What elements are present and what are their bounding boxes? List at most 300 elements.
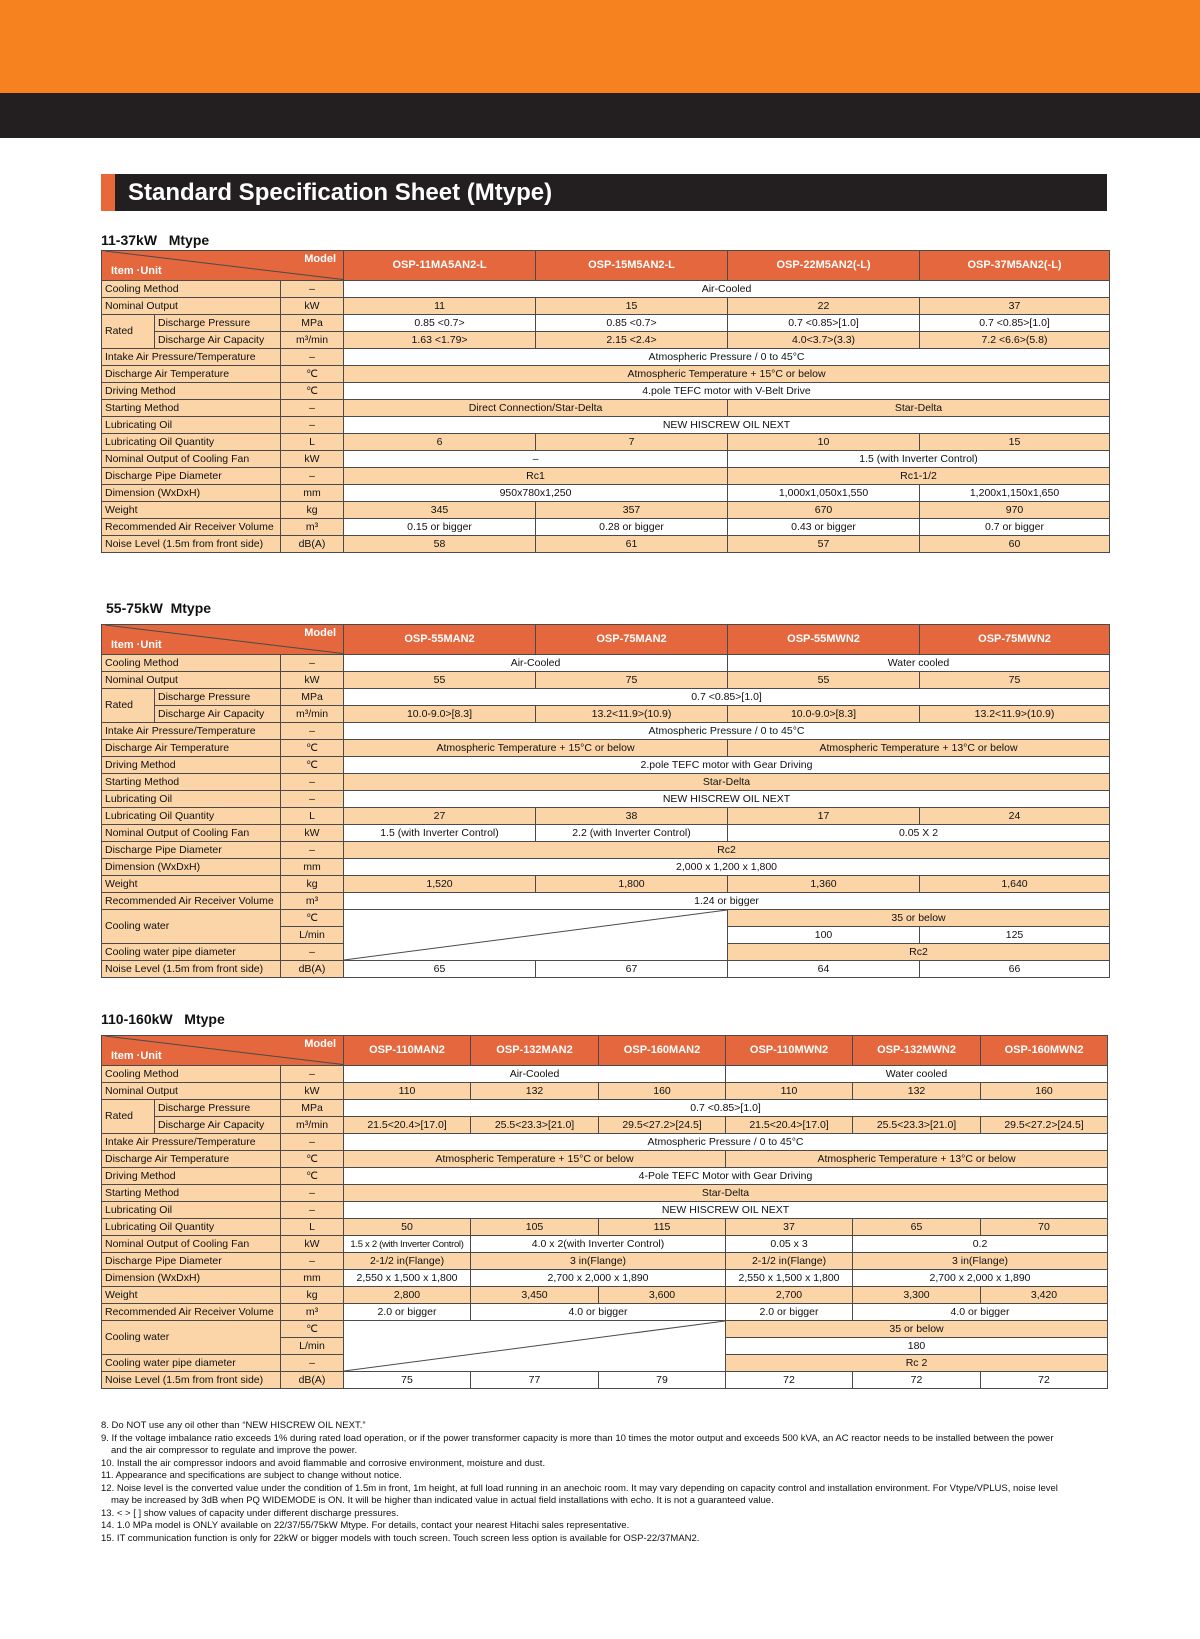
model-header-cell: OSP-160MWN2 — [981, 1036, 1108, 1066]
row-unit: kW — [281, 672, 344, 689]
row-label: Discharge Air Temperature — [102, 1151, 281, 1168]
value-cell: 22 — [728, 298, 920, 315]
spec-row-nominal-output — [102, 298, 1110, 315]
row-unit: – — [281, 842, 344, 859]
footnote-continuation: may be increased by 3dB when PQ WIDEMODE is ON. It will be higher than indicated value in actual field installations with echo. It is not a guaranteed value. — [111, 1495, 774, 1506]
spec-row-cooling-fan-output — [102, 825, 1110, 842]
row-label: Starting Method — [102, 774, 281, 791]
row-label: Cooling water pipe diameter — [102, 944, 281, 961]
row-label: Lubricating Oil — [102, 1202, 281, 1219]
model-header-cell: OSP-37M5AN2(-L) — [920, 251, 1110, 281]
row-label: Starting Method — [102, 1185, 281, 1202]
value-cell: 50 — [344, 1219, 471, 1236]
row-unit: MPa — [281, 315, 344, 332]
value-cell: 3 in(Flange) — [853, 1253, 1108, 1270]
spec-row-cooling-water-temp — [102, 910, 1110, 927]
value-cell: NEW HISCREW OIL NEXT — [344, 417, 1110, 434]
value-cell: 6 — [344, 434, 536, 451]
value-cell: Air-Cooled — [344, 1066, 726, 1083]
value-cell: 2,550 x 1,500 x 1,800 — [344, 1270, 471, 1287]
value-cell: 58 — [344, 536, 536, 553]
value-cell: Star-Delta — [728, 400, 1110, 417]
value-cell: 345 — [344, 502, 536, 519]
row-label: Dimension (WxDxH) — [102, 859, 281, 876]
value-cell: Rc1-1/2 — [728, 468, 1110, 485]
row-unit: ℃ — [281, 740, 344, 757]
value-cell: 4-Pole TEFC Motor with Gear Driving — [344, 1168, 1108, 1185]
spec-row-air-receiver-volume — [102, 893, 1110, 910]
model-header-cell: OSP-160MAN2 — [599, 1036, 726, 1066]
row-label: Lubricating Oil Quantity — [102, 1219, 281, 1236]
row-unit: L/min — [281, 927, 344, 944]
row-unit: kg — [281, 1287, 344, 1304]
spec-row-discharge-air-temperature — [102, 366, 1110, 383]
row-label: Noise Level (1.5m from front side) — [102, 961, 281, 978]
footnotes — [101, 1420, 1111, 1545]
not-applicable-cell — [344, 910, 728, 961]
row-label: Discharge Air Temperature — [102, 740, 281, 757]
row-label: Intake Air Pressure/Temperature — [102, 349, 281, 366]
value-cell: Atmospheric Temperature + 13°C or below — [728, 740, 1110, 757]
value-cell: 2-1/2 in(Flange) — [344, 1253, 471, 1270]
row-unit: mm — [281, 485, 344, 502]
value-cell: 160 — [599, 1083, 726, 1100]
row-unit: m³ — [281, 1304, 344, 1321]
spec-row-dimension — [102, 485, 1110, 502]
value-cell: 0.05 X 2 — [728, 825, 1110, 842]
row-unit: – — [281, 281, 344, 298]
row-unit: – — [281, 417, 344, 434]
row-unit: dB(A) — [281, 536, 344, 553]
model-header: Model — [304, 253, 337, 265]
footnote: 10. Install the air compressor indoors and avoid flammable and corrosive environment, moisture and dust. — [101, 1457, 546, 1469]
value-cell: 24 — [920, 808, 1110, 825]
row-unit: ℃ — [281, 1321, 344, 1338]
spec-row-intake-air — [102, 723, 1110, 740]
footnote: 11. Appearance and specifications are subject to change without notice. — [101, 1470, 402, 1481]
row-unit: dB(A) — [281, 961, 344, 978]
value-cell: 0.7 <0.85>[1.0] — [728, 315, 920, 332]
model-header-cell: OSP-75MAN2 — [536, 625, 728, 655]
spec-row-intake-air — [102, 349, 1110, 366]
row-label: Lubricating Oil — [102, 417, 281, 434]
row-unit: – — [281, 774, 344, 791]
row-unit: kW — [281, 1083, 344, 1100]
row-label: Nominal Output — [102, 298, 281, 315]
value-cell: 25.5<23.3>[21.0] — [471, 1117, 599, 1134]
spec-row-nominal-output — [102, 1083, 1108, 1100]
row-unit: – — [281, 1253, 344, 1270]
value-cell: 61 — [536, 536, 728, 553]
spec-table-110-160kw — [101, 1035, 1108, 1389]
value-cell: 75 — [920, 672, 1110, 689]
value-cell: 72 — [981, 1372, 1108, 1389]
spec-row-discharge-air-capacity — [102, 1117, 1108, 1134]
value-cell: 10 — [728, 434, 920, 451]
section-title-55-75kw: 55-75kW Mtype — [106, 600, 212, 616]
footnote: 15. IT communication function is only for 22kW or bigger models with touch screen. Touch screen less option is available for OSP-22/37MAN2. — [101, 1532, 700, 1544]
value-cell: NEW HISCREW OIL NEXT — [344, 791, 1110, 808]
spec-table-11-37kw — [101, 250, 1110, 553]
value-cell: 0.28 or bigger — [536, 519, 728, 536]
model-header: Model — [304, 1038, 337, 1050]
footnote: 14. 1.0 MPa model is ONLY available on 22/37/55/75kW Mtype. For details, contact your nearest Hitachi sales representative. — [101, 1520, 630, 1531]
item-unit-header: Item ·Unit — [111, 1050, 162, 1062]
value-cell: 38 — [536, 808, 728, 825]
spec-row-lubricating-oil — [102, 417, 1110, 434]
value-cell: 2,550 x 1,500 x 1,800 — [726, 1270, 853, 1287]
value-cell: Atmospheric Pressure / 0 to 45°C — [344, 723, 1110, 740]
spec-row-cooling-method — [102, 1066, 1108, 1083]
row-label: Nominal Output of Cooling Fan — [102, 825, 281, 842]
value-cell: 11 — [344, 298, 536, 315]
value-cell: 180 — [726, 1338, 1108, 1355]
top-dark-band — [0, 93, 1200, 138]
value-cell: 100 — [728, 927, 920, 944]
value-cell: 357 — [536, 502, 728, 519]
footnote-continuation: and the air compressor to regulate and improve the power. — [111, 1445, 358, 1456]
row-unit: ℃ — [281, 366, 344, 383]
row-unit: – — [281, 655, 344, 672]
row-label: Weight — [102, 876, 281, 893]
value-cell: 2.15 <2.4> — [536, 332, 728, 349]
spec-row-cooling-water-temp — [102, 1321, 1108, 1338]
row-label: Lubricating Oil — [102, 791, 281, 808]
row-unit: – — [281, 1185, 344, 1202]
row-label: Discharge Pipe Diameter — [102, 468, 281, 485]
value-cell: 2.2 (with Inverter Control) — [536, 825, 728, 842]
row-sublabel: Discharge Air Capacity — [155, 1117, 281, 1134]
value-cell: 0.15 or bigger — [344, 519, 536, 536]
row-label: Cooling water — [102, 1321, 281, 1355]
spec-row-dimension — [102, 1270, 1108, 1287]
model-header-cell: OSP-15M5AN2-L — [536, 251, 728, 281]
value-cell: 1.5 (with Inverter Control) — [728, 451, 1110, 468]
value-cell: 3 in(Flange) — [471, 1253, 726, 1270]
row-unit: m³/min — [281, 332, 344, 349]
row-label: Weight — [102, 502, 281, 519]
row-unit: MPa — [281, 689, 344, 706]
row-label: Cooling Method — [102, 281, 281, 298]
row-label: Weight — [102, 1287, 281, 1304]
value-cell: 1,360 — [728, 876, 920, 893]
row-label: Cooling water pipe diameter — [102, 1355, 281, 1372]
value-cell: 1.24 or bigger — [344, 893, 1110, 910]
model-header-cell: OSP-55MAN2 — [344, 625, 536, 655]
row-sublabel: Discharge Pressure — [155, 315, 281, 332]
spec-row-driving-method — [102, 1168, 1108, 1185]
spec-row-weight — [102, 876, 1110, 893]
value-cell: 2,700 x 2,000 x 1,890 — [471, 1270, 726, 1287]
value-cell: 2,000 x 1,200 x 1,800 — [344, 859, 1110, 876]
row-sublabel: Discharge Air Capacity — [155, 332, 281, 349]
spec-row-dimension — [102, 859, 1110, 876]
row-unit: kg — [281, 876, 344, 893]
value-cell: Rc 2 — [726, 1355, 1108, 1372]
value-cell: 0.7 <0.85>[1.0] — [344, 1100, 1108, 1117]
row-sublabel: Discharge Pressure — [155, 689, 281, 706]
value-cell: 0.43 or bigger — [728, 519, 920, 536]
value-cell: 4.0 or bigger — [471, 1304, 726, 1321]
value-cell: 1.63 <1.79> — [344, 332, 536, 349]
value-cell: 2,800 — [344, 1287, 471, 1304]
row-unit: L/min — [281, 1338, 344, 1355]
value-cell: 2.0 or bigger — [344, 1304, 471, 1321]
row-unit: L — [281, 808, 344, 825]
section-title-110-160kw: 110-160kW Mtype — [101, 1011, 225, 1027]
footnote: 8. Do NOT use any oil other than “NEW HISCREW OIL NEXT.” — [101, 1420, 366, 1431]
spec-row-discharge-pressure — [102, 1100, 1108, 1117]
value-cell: 1,800 — [536, 876, 728, 893]
row-label: Noise Level (1.5m from front side) — [102, 1372, 281, 1389]
spec-row-discharge-pipe-diameter — [102, 1253, 1108, 1270]
value-cell: 3,450 — [471, 1287, 599, 1304]
value-cell: 160 — [981, 1083, 1108, 1100]
row-label: Intake Air Pressure/Temperature — [102, 1134, 281, 1151]
value-cell: 3,600 — [599, 1287, 726, 1304]
value-cell: 4.0 x 2(with Inverter Control) — [471, 1236, 726, 1253]
value-cell: 55 — [344, 672, 536, 689]
value-cell: 21.5<20.4>[17.0] — [726, 1117, 853, 1134]
model-header-cell: OSP-110MWN2 — [726, 1036, 853, 1066]
spec-row-cooling-fan-output — [102, 451, 1110, 468]
value-cell: Atmospheric Temperature + 15°C or below — [344, 740, 728, 757]
value-cell: 13.2<11.9>(10.9) — [920, 706, 1110, 723]
value-cell: 75 — [344, 1372, 471, 1389]
value-cell: 0.7 <0.85>[1.0] — [920, 315, 1110, 332]
spec-row-cooling-method — [102, 655, 1110, 672]
value-cell: 17 — [728, 808, 920, 825]
value-cell: 105 — [471, 1219, 599, 1236]
value-cell: 72 — [853, 1372, 981, 1389]
value-cell: Water cooled — [726, 1066, 1108, 1083]
row-label: Recommended Air Receiver Volume — [102, 1304, 281, 1321]
row-label: Recommended Air Receiver Volume — [102, 519, 281, 536]
footnote: 9. If the voltage imbalance ratio exceeds 1% during rated load operation, or if the power transformer capacity is more than 10 times the motor output and exceeds 500 kVA, an AC reactor needs to be installed between the power — [101, 1432, 1054, 1444]
spec-row-lubricating-oil — [102, 791, 1110, 808]
spec-row-starting-method — [102, 400, 1110, 417]
value-cell: 79 — [599, 1372, 726, 1389]
row-label: Nominal Output of Cooling Fan — [102, 451, 281, 468]
row-label: Dimension (WxDxH) — [102, 485, 281, 502]
spec-row-nominal-output — [102, 672, 1110, 689]
value-cell: 10.0-9.0>[8.3] — [344, 706, 536, 723]
value-cell: 7 — [536, 434, 728, 451]
row-unit: m³/min — [281, 1117, 344, 1134]
spec-row-lubricating-oil — [102, 1202, 1108, 1219]
row-unit: – — [281, 723, 344, 740]
spec-row-starting-method — [102, 1185, 1108, 1202]
value-cell: 13.2<11.9>(10.9) — [536, 706, 728, 723]
row-label: Discharge Air Temperature — [102, 366, 281, 383]
model-header-cell: OSP-132MAN2 — [471, 1036, 599, 1066]
row-label: Nominal Output of Cooling Fan — [102, 1236, 281, 1253]
spec-row-noise-level — [102, 1372, 1108, 1389]
value-cell: 15 — [920, 434, 1110, 451]
section-title-11-37kw: 11-37kW Mtype — [101, 232, 210, 248]
item-unit-model-corner — [102, 1036, 344, 1066]
value-cell: 65 — [853, 1219, 981, 1236]
title-accent — [101, 174, 115, 211]
spec-row-discharge-pipe-diameter — [102, 468, 1110, 485]
value-cell: 0.7 or bigger — [920, 519, 1110, 536]
spec-row-discharge-air-capacity — [102, 706, 1110, 723]
value-cell: 1,520 — [344, 876, 536, 893]
value-cell: 72 — [726, 1372, 853, 1389]
not-applicable-cell — [344, 1321, 726, 1372]
row-unit: kW — [281, 451, 344, 468]
footnote: 13. < > [ ] show values of capacity under different discharge pressures. — [101, 1507, 399, 1519]
value-cell: 0.85 <0.7> — [344, 315, 536, 332]
value-cell: 37 — [920, 298, 1110, 315]
value-cell: 1,200x1,150x1,650 — [920, 485, 1110, 502]
row-label: Nominal Output — [102, 1083, 281, 1100]
value-cell: 4.pole TEFC motor with V-Belt Drive — [344, 383, 1110, 400]
value-cell: 125 — [920, 927, 1110, 944]
spec-table-55-75kw — [101, 624, 1110, 978]
value-cell: 70 — [981, 1219, 1108, 1236]
value-cell: 21.5<20.4>[17.0] — [344, 1117, 471, 1134]
row-unit: m³ — [281, 893, 344, 910]
value-cell: Direct Connection/Star-Delta — [344, 400, 728, 417]
row-unit: m³ — [281, 519, 344, 536]
row-label: Dimension (WxDxH) — [102, 1270, 281, 1287]
value-cell: 0.2 — [853, 1236, 1108, 1253]
spec-row-starting-method — [102, 774, 1110, 791]
value-cell: Star-Delta — [344, 774, 1110, 791]
value-cell: 0.85 <0.7> — [536, 315, 728, 332]
value-cell: 115 — [599, 1219, 726, 1236]
value-cell: 1.5 x 2 (with Inverter Control) — [344, 1236, 471, 1253]
value-cell: 29.5<27.2>[24.5] — [599, 1117, 726, 1134]
row-unit: – — [281, 791, 344, 808]
rated-label: Rated — [102, 1100, 155, 1134]
row-label: Cooling Method — [102, 1066, 281, 1083]
row-unit: L — [281, 434, 344, 451]
value-cell: Water cooled — [728, 655, 1110, 672]
value-cell: 132 — [471, 1083, 599, 1100]
value-cell: Atmospheric Temperature + 15°C or below — [344, 1151, 726, 1168]
model-header: Model — [304, 627, 337, 639]
row-unit: – — [281, 400, 344, 417]
spec-row-cooling-method — [102, 281, 1110, 298]
value-cell: Atmospheric Temperature + 15°C or below — [344, 366, 1110, 383]
row-unit: MPa — [281, 1100, 344, 1117]
row-label: Nominal Output — [102, 672, 281, 689]
row-unit: ℃ — [281, 1168, 344, 1185]
row-label: Lubricating Oil Quantity — [102, 808, 281, 825]
value-cell: 37 — [726, 1219, 853, 1236]
spec-row-discharge-air-capacity — [102, 332, 1110, 349]
row-unit: – — [281, 1066, 344, 1083]
value-cell: 10.0-9.0>[8.3] — [728, 706, 920, 723]
value-cell: – — [344, 451, 728, 468]
value-cell: Rc1 — [344, 468, 728, 485]
row-unit: ℃ — [281, 383, 344, 400]
value-cell: 29.5<27.2>[24.5] — [981, 1117, 1108, 1134]
row-label: Driving Method — [102, 1168, 281, 1185]
row-unit: mm — [281, 859, 344, 876]
value-cell: 2-1/2 in(Flange) — [726, 1253, 853, 1270]
spec-row-discharge-pipe-diameter — [102, 842, 1110, 859]
model-header-cell: OSP-11MA5AN2-L — [344, 251, 536, 281]
spec-row-discharge-air-temperature — [102, 740, 1110, 757]
value-cell: 75 — [536, 672, 728, 689]
value-cell: 1,000x1,050x1,550 — [728, 485, 920, 502]
row-label: Noise Level (1.5m from front side) — [102, 536, 281, 553]
model-header-cell: OSP-22M5AN2(-L) — [728, 251, 920, 281]
value-cell: 2.pole TEFC motor with Gear Driving — [344, 757, 1110, 774]
rated-label: Rated — [102, 315, 155, 349]
spec-row-noise-level — [102, 961, 1110, 978]
value-cell: 67 — [536, 961, 728, 978]
value-cell: 132 — [853, 1083, 981, 1100]
spec-row-lubricating-oil-quantity — [102, 808, 1110, 825]
row-unit: ℃ — [281, 757, 344, 774]
value-cell: 2,700 — [726, 1287, 853, 1304]
value-cell: 1.5 (with Inverter Control) — [344, 825, 536, 842]
value-cell: 2.0 or bigger — [726, 1304, 853, 1321]
spec-row-driving-method — [102, 383, 1110, 400]
row-unit: kg — [281, 502, 344, 519]
spec-row-cooling-fan-output — [102, 1236, 1108, 1253]
item-unit-model-corner — [102, 251, 344, 281]
row-label: Driving Method — [102, 383, 281, 400]
value-cell: 64 — [728, 961, 920, 978]
item-unit-model-corner — [102, 625, 344, 655]
value-cell: 7.2 <6.6>(5.8) — [920, 332, 1110, 349]
row-unit: – — [281, 349, 344, 366]
row-unit: ℃ — [281, 910, 344, 927]
spec-row-intake-air — [102, 1134, 1108, 1151]
row-label: Lubricating Oil Quantity — [102, 434, 281, 451]
value-cell: 66 — [920, 961, 1110, 978]
row-label: Intake Air Pressure/Temperature — [102, 723, 281, 740]
value-cell: 4.0 or bigger — [853, 1304, 1108, 1321]
row-unit: – — [281, 944, 344, 961]
value-cell: 670 — [728, 502, 920, 519]
value-cell: 15 — [536, 298, 728, 315]
row-sublabel: Discharge Air Capacity — [155, 706, 281, 723]
item-unit-header: Item ·Unit — [111, 639, 162, 651]
value-cell: Atmospheric Pressure / 0 to 45°C — [344, 1134, 1108, 1151]
row-label: Cooling water — [102, 910, 281, 944]
value-cell: 27 — [344, 808, 536, 825]
row-label: Starting Method — [102, 400, 281, 417]
value-cell: 3,420 — [981, 1287, 1108, 1304]
row-label: Driving Method — [102, 757, 281, 774]
row-label: Cooling Method — [102, 655, 281, 672]
value-cell: 950x780x1,250 — [344, 485, 728, 502]
row-unit: kW — [281, 298, 344, 315]
value-cell: 35 or below — [726, 1321, 1108, 1338]
row-label: Recommended Air Receiver Volume — [102, 893, 281, 910]
spec-row-driving-method — [102, 757, 1110, 774]
spec-row-discharge-pressure — [102, 689, 1110, 706]
value-cell: 110 — [344, 1083, 471, 1100]
row-unit: ℃ — [281, 1151, 344, 1168]
footnote: 12. Noise level is the converted value under the condition of 1.5m in front, 1m height, at full load running in an anechoic room. It may vary depending on capacity control and installation environment. For Vtype/VPLUS, noise level — [101, 1482, 1058, 1494]
row-label: Discharge Pipe Diameter — [102, 1253, 281, 1270]
value-cell: 57 — [728, 536, 920, 553]
value-cell: Air-Cooled — [344, 655, 728, 672]
value-cell: 35 or below — [728, 910, 1110, 927]
row-sublabel: Discharge Pressure — [155, 1100, 281, 1117]
row-unit: mm — [281, 1270, 344, 1287]
value-cell: 1,640 — [920, 876, 1110, 893]
spec-row-weight — [102, 1287, 1108, 1304]
row-unit: dB(A) — [281, 1372, 344, 1389]
